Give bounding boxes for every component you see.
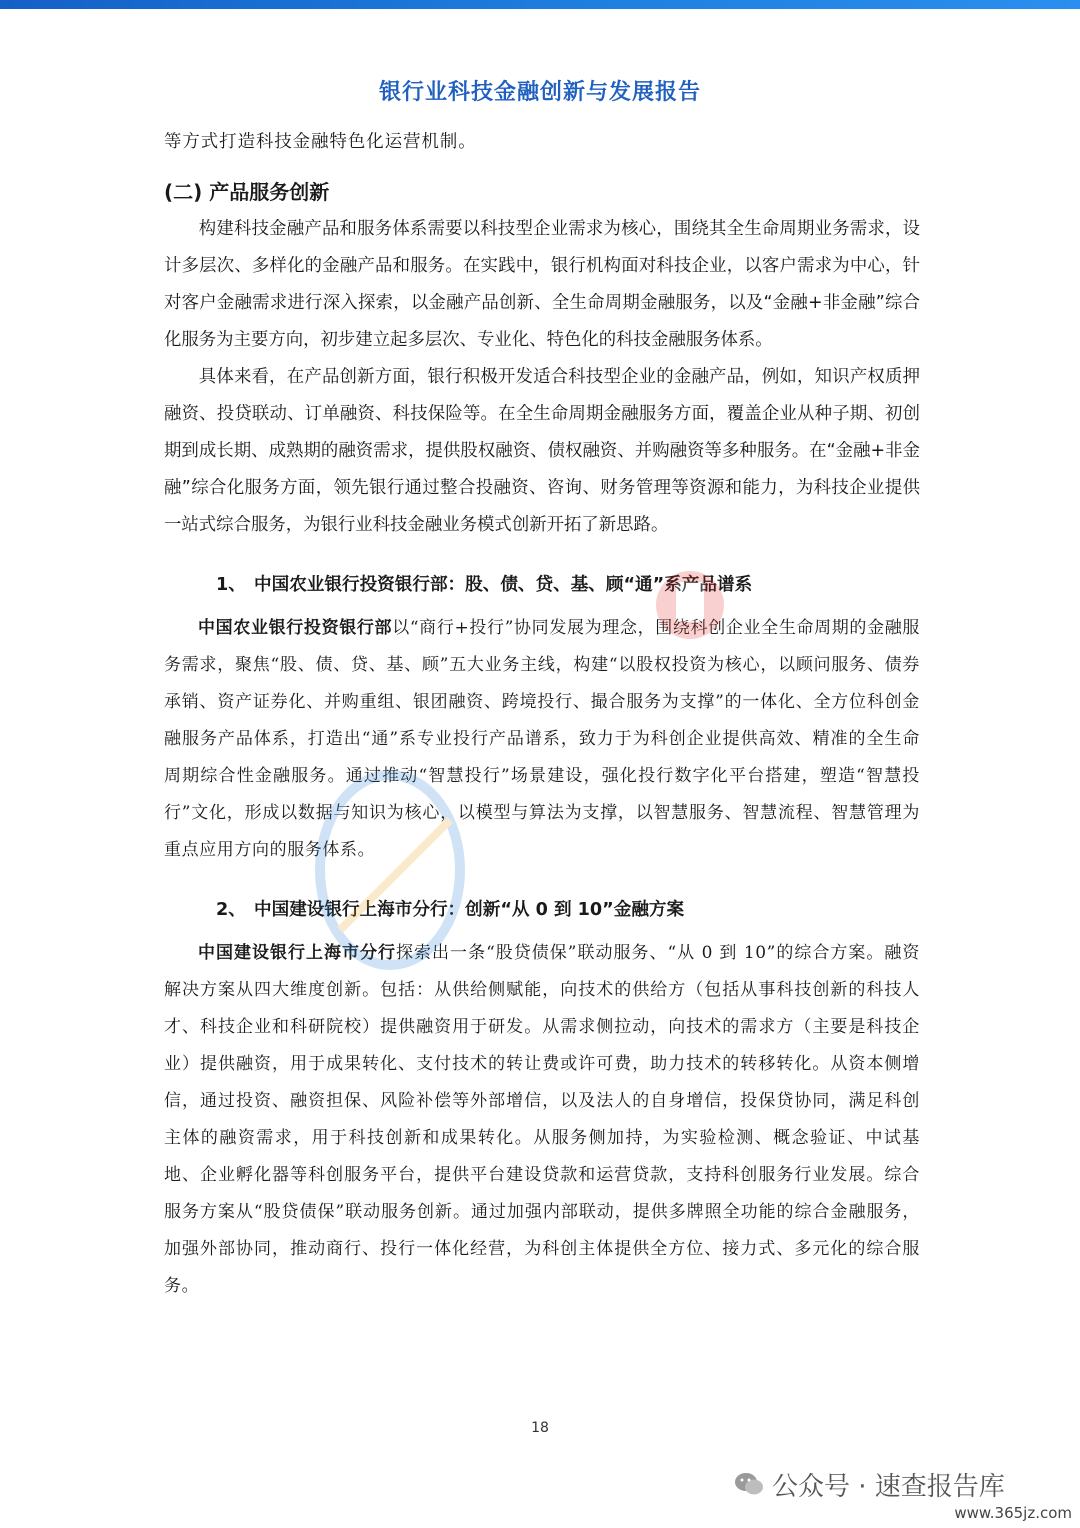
wechat-icon	[734, 1471, 764, 1497]
case-2-heading	[164, 895, 920, 925]
top-accent-bar	[0, 0, 1080, 9]
case-1-number: 1、	[216, 575, 246, 595]
case-1-title: 中国农业银行投资银行部：股、债、贷、基、顾“通”系产品谱系	[254, 575, 753, 595]
case-1-lead: 中国农业银行投资银行部	[198, 618, 393, 638]
case-2-body: 探索出一条“股贷债保”联动服务、“从 0 到 10”的综合方案。融资解决方案从四大维度创新。包括：从供给侧赋能，向技术的供给方（包括从事科技创新的科技人才、科技企业和科研院校）提供融资用于研发。从需求侧拉动，向技术的需求方（主要是科技企业）提供融资，用于成果转化、支付技术的转让费或许可费，助力技术的转移转化。从资本侧增信，通过投资、融资担保、风险补偿等外部增信，以及法人的自身增信，投保贷协同，满足科创主体的融资需求，用于科技创新和成果转化。从服务侧加持，为实验检测、概念验证、中试基地、企业孵化器等科创服务平台，提供平台建设贷款和运营贷款，支持科创服务行业发展。综合服务方案从“股贷债保”联动服务创新。通过加强内部联动，提供多牌照全功能的综合金融服务，加强外部协同，推动商行、投行一体化经营，为科创主体提供全方位、接力式、多元化的综合服务。	[164, 943, 920, 1296]
case-1-heading	[164, 570, 920, 600]
document-body	[164, 124, 920, 1305]
page-number: 18	[531, 1420, 549, 1436]
case-2-lead: 中国建设银行上海市分行	[198, 943, 397, 963]
section-heading: (二) 产品服务创新	[164, 180, 330, 204]
page-title: 银行业科技金融创新与发展报告	[378, 80, 701, 105]
section-paragraph-1: 构建科技金融产品和服务体系需要以科技型企业需求为核心，围绕其全生命周期业务需求，设计多层次、多样化的金融产品和服务。在实践中，银行机构面对科技企业，以客户需求为中心，针对客户金融需求进行深入探索，以金融产品创新、全生命周期金融服务，以及“金融+非金融”综合化服务为主要方向，初步建立起多层次、专业化、特色化的科技金融服务体系。	[164, 219, 920, 350]
case-2-paragraph	[164, 935, 920, 1305]
wechat-account-label	[734, 1466, 1005, 1502]
case-2-title: 中国建设银行上海市分行：创新“从 0 到 10”金融方案	[254, 900, 685, 920]
wechat-label-text: 公众号 · 速查报告库	[772, 1471, 1005, 1502]
case-1-paragraph	[164, 610, 920, 869]
intro-line: 等方式打造科技金融特色化运营机制。	[164, 132, 477, 152]
section-paragraph-2: 具体来看，在产品创新方面，银行积极开发适合科技型企业的金融产品，例如，知识产权质押融资、投贷联动、订单融资、科技保险等。在全生命周期金融服务方面，覆盖企业从种子期、初创期到成长期、成熟期的融资需求，提供股权融资、债权融资、并购融资等多种服务。在“金融+非金融”综合化服务方面，领先银行通过整合投融资、咨询、财务管理等资源和能力，为科技企业提供一站式综合服务，为银行业科技金融业务模式创新开拓了新思路。	[164, 367, 920, 535]
case-1-body: 以“商行+投行”协同发展为理念，围绕科创企业全生命周期的金融服务需求，聚焦“股、债、贷、基、顾”五大业务主线，构建“以股权投资为核心，以顾问服务、债券承销、资产证券化、并购重组、银团融资、跨境投行、撮合服务为支撑”的一体化、全方位科创金融服务产品体系，打造出“通”系专业投行产品谱系，致力于为科创企业提供高效、精准的全生命周期综合性金融服务。通过推动“智慧投行”场景建设，强化投行数字化平台搭建，塑造“智慧投行”文化，形成以数据与知识为核心，以模型与算法为支撑，以智慧服务、智慧流程、智慧管理为重点应用方向的服务体系。	[164, 618, 920, 860]
site-url: www.365jz.com	[954, 1504, 1072, 1522]
case-2-number: 2、	[216, 900, 246, 920]
